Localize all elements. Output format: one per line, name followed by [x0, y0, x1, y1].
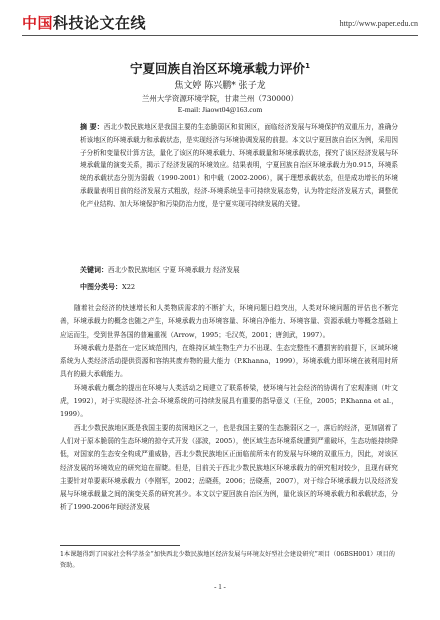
paper-title — [0, 58, 440, 77]
keywords — [80, 264, 398, 276]
page-header — [22, 14, 418, 34]
body-paragraph: 环境承载力是指在一定区域范围内，在维持区域生物生产力不出现、生态完整性不遭损害的前提下，区域环境系统为人类经济活动提供资源和容纳其废弃物的最大能力（P.Khanna，1999），环境承载力即环境在被利用时所具有的最大承载能力。 — [60, 343, 398, 379]
site-logo[interactable] — [22, 14, 146, 32]
classification-number — [80, 281, 398, 293]
author-email: E-mail: Jiaowt04@163.com — [177, 105, 263, 114]
header-divider — [22, 35, 418, 36]
footnote-divider — [60, 545, 180, 546]
logo-cn-text: 中国 — [22, 14, 54, 32]
footnote: 1本课题得到了国家社会科学基金“加快西北少数民族地区经济发展与环境友好型社会建设研究”项目（06BSH001）项目的资助。 — [60, 551, 395, 569]
paper-authors: 焦文婷 陈兴鹏* 张子龙 — [174, 81, 266, 91]
clc-text: X22 — [122, 283, 136, 291]
clc-label: 中图分类号： — [80, 283, 122, 291]
keywords-label: 关键词： — [80, 266, 108, 274]
title-footnote-mark: 1 — [305, 62, 310, 70]
body-paragraph: 随着社会经济的快速增长和人类物质需求的不断扩大，环境问题日趋突出，人类对环境问题的评估也不断完善，环境承载力的概念也随之产生，环境承载力由环境容量、环境自净能力、环境容量、资源承载力等概念基础上应运而生，受到世界各国的普遍重视（Arrow，1995；毛汉英，2001；唐剑武，1997）。 — [60, 304, 398, 339]
page-number: - 1 - — [214, 583, 226, 591]
abstract-text: 西北少数民族地区是我国主要的生态脆弱区和贫困区，面临经济发展与环境保护的双重压力，准确分析该地区的环境承载力和承载状态，是实现经济与环境协调发展的前提。本文以宁夏回族自治区为例，采用因子分析和变量权计算方法，量化了该区的环境承载力、环境承载量和环境承载状态，探究了该区经济发展与环境承载量的演变关系，揭示了经济发展的环境效应。结果表明，宁夏回族自治区环境承载力为0.915，环境系统的承载状态分别为弱载（1990-2001）和中载（2002-2006），属于理想承载状态，但是成功增长的环境承载量表明目前的经济发展方式粗放，经济-环境系统呈非可持续发展态势，认为特定经济发展方式，调整优化产业结构、加大环境保护和污染防治力度，是宁夏实现可持续发展的关键。 — [80, 123, 399, 208]
paper-title-text: 宁夏回族自治区环境承载力评价 — [130, 61, 306, 77]
abstract-label: 摘 要： — [80, 123, 104, 131]
body-text — [60, 302, 398, 515]
body-paragraph: 西北少数民族地区既是我国主要的贫困地区之一，也是我国主要的生态脆弱区之一，落后的经济，更加剧着了人们对于原本脆弱的生态环境的掠夺式开发（邵波，2005），使区域生态环境系统遭到严重破坏，生态功能持续降低，对国家的生态安全构成严重威胁，西北少数民族地区正面临前所未有的发展与环境的双重压力，因此，对该区经济发展的环境效应的研究迫在眉睫。但是，目前关于西北少数民族地区环境承载力的研究相对较少，且现有研究主要针对单要素环境承载力（李刚军，2002；岳晓燕，2006；岳晓燕，2007），对于综合环境承载力以及经济发展与环境承载量之间的演变关系的研究甚少。本文以宁夏回族自治区为例，量化该区的环境承载力和承载状态，分析了1990-2006年间经济发展 — [60, 423, 398, 512]
keywords-text: 西北少数民族地区 宁夏 环境承载力 经济发展 — [108, 266, 240, 274]
logo-rest-text: 科技论文在线 — [53, 14, 147, 32]
body-paragraph: 环境承载力概念的提出在环境与人类活动之间建立了联系桥梁，使环境与社会经济的协调有了宏观准则（叶文虎，1992），对于实现经济-社会-环境系统的可持续发展具有重要的指导意义（王俭，2005；P.Khanna et al.，1999）。 — [60, 383, 398, 419]
abstract — [80, 121, 398, 211]
paper-affiliation: 兰州大学资源环境学院，甘肃兰州（730000） — [141, 94, 299, 103]
site-url[interactable]: http://www.paper.edu.cn — [339, 19, 418, 28]
